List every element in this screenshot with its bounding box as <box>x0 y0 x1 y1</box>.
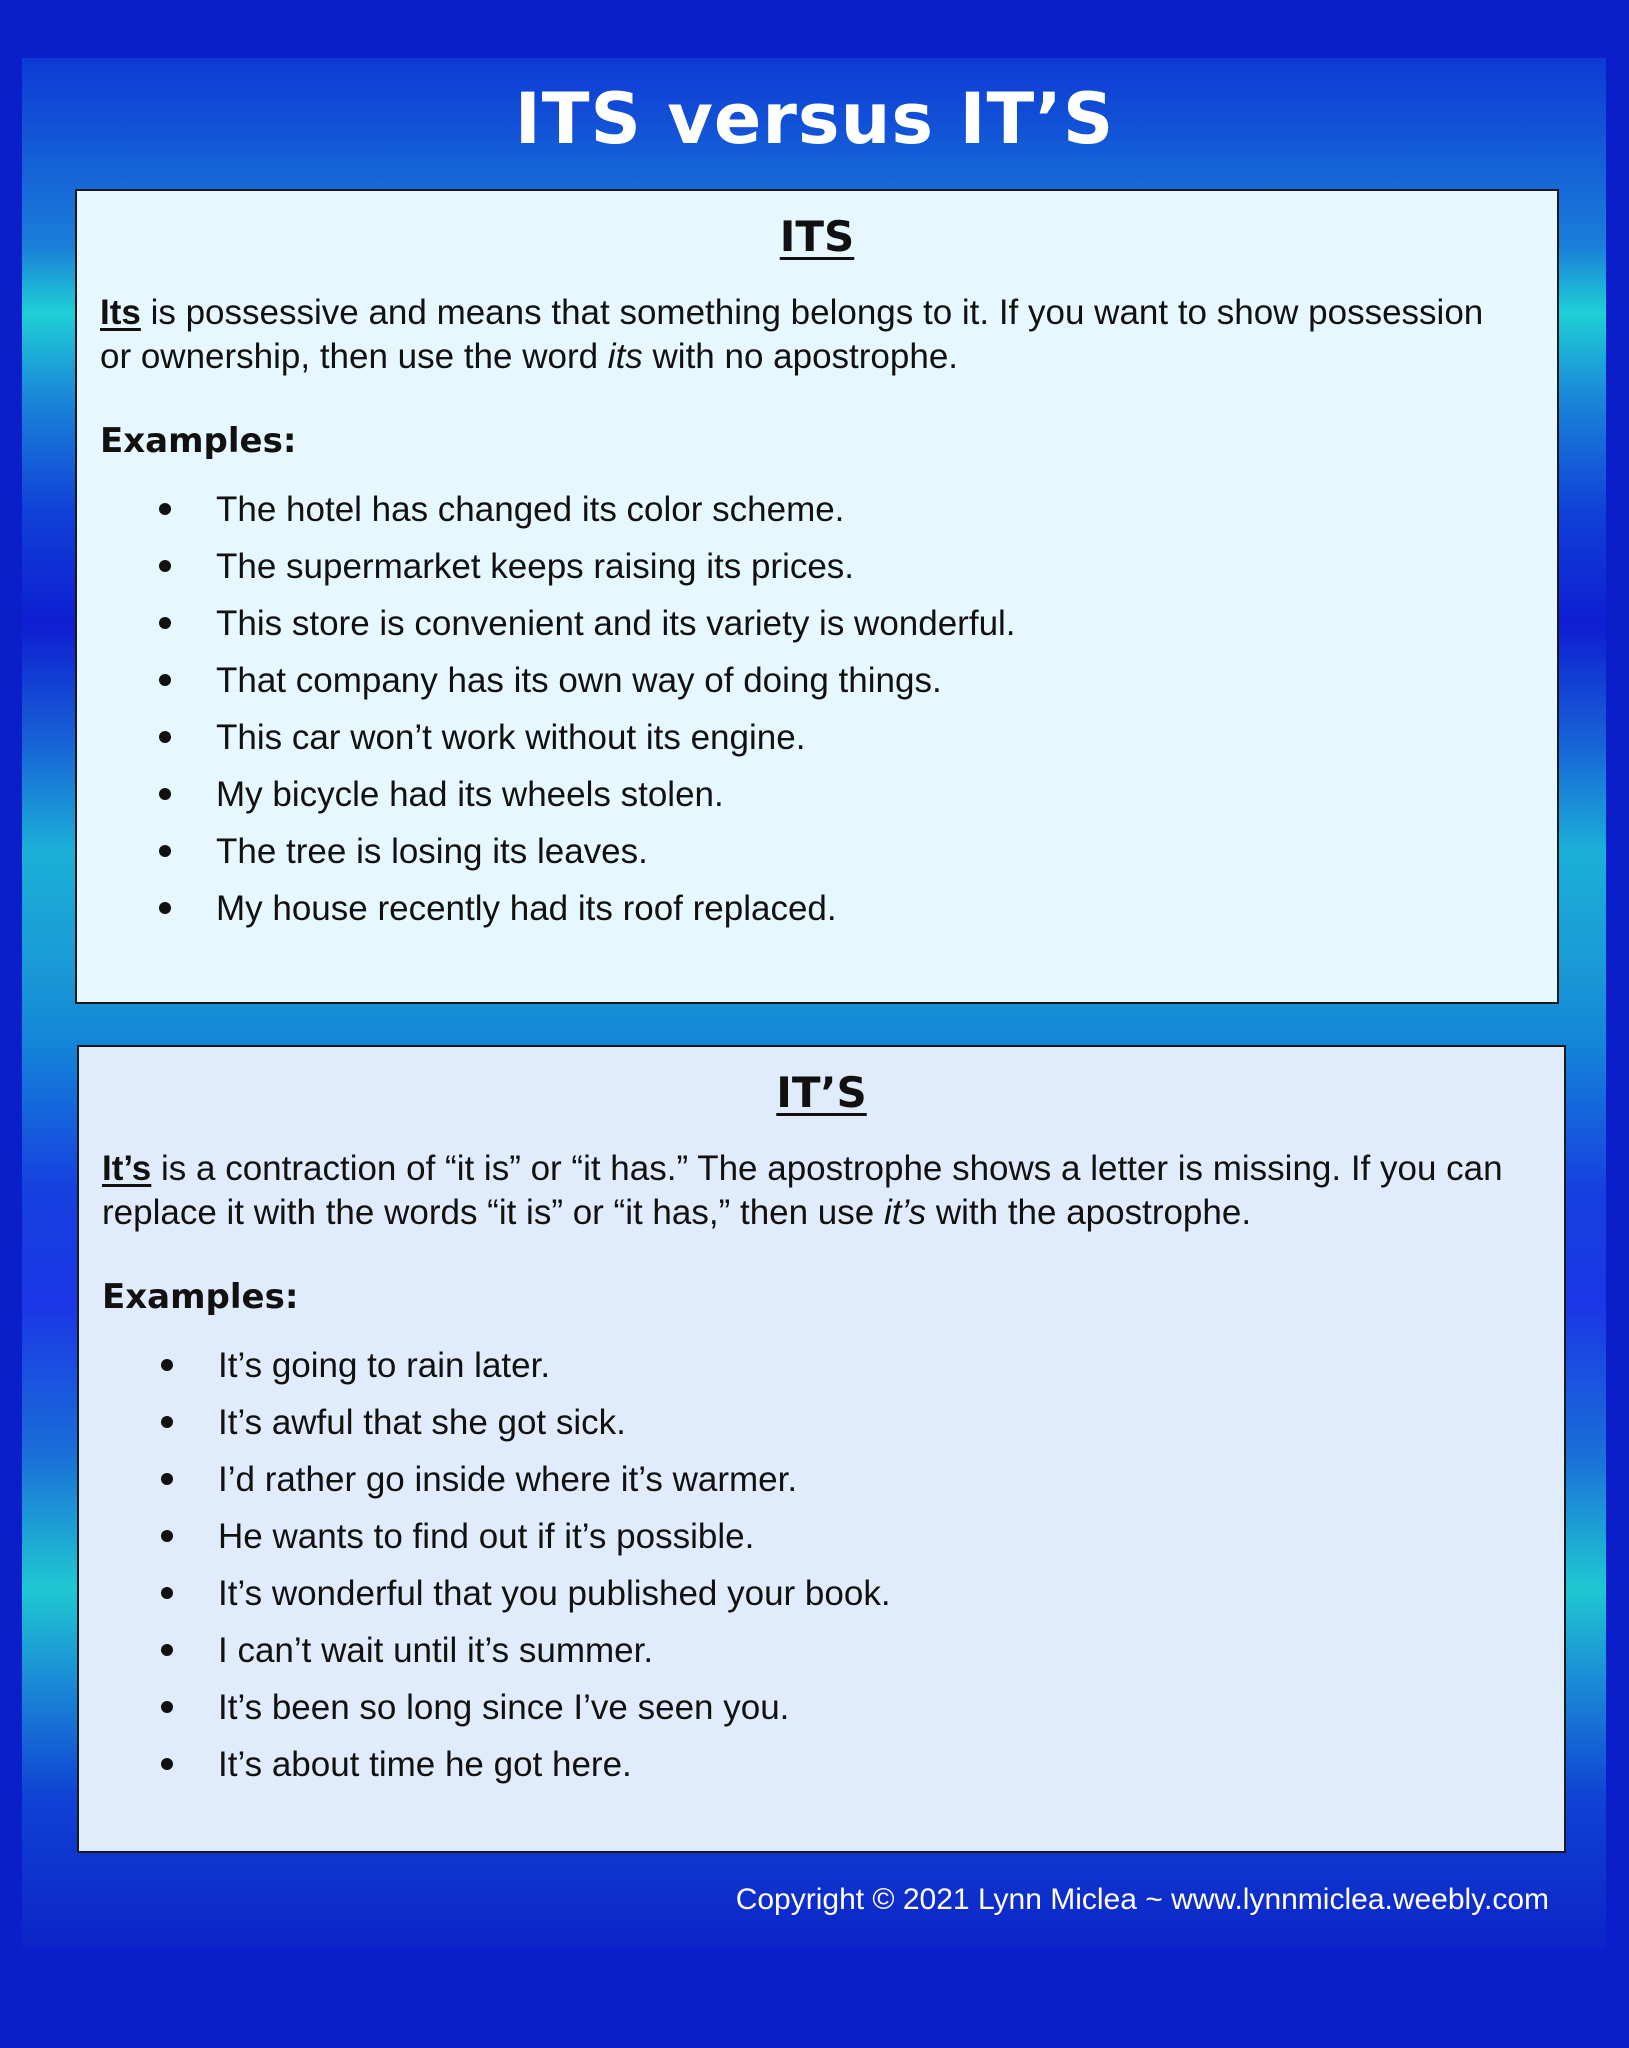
itss-term: It’s <box>102 1149 152 1188</box>
bullet-icon <box>159 845 171 857</box>
its-examples-label: Examples: <box>100 421 297 461</box>
list-item <box>79 1736 1564 1793</box>
example-text: The tree is losing its leaves. <box>216 832 648 871</box>
bullet-icon <box>161 1587 173 1599</box>
bullet-icon <box>161 1416 173 1428</box>
bullet-icon <box>161 1359 173 1371</box>
itss-examples-list <box>79 1337 1564 1793</box>
bullet-icon <box>159 617 171 629</box>
its-card <box>75 189 1559 1004</box>
itss-card <box>77 1045 1566 1853</box>
list-item <box>79 1622 1564 1679</box>
its-term: Its <box>100 293 141 332</box>
list-item <box>77 766 1557 823</box>
copyright-footer: Copyright © 2021 Lynn Miclea ~ www.lynnmiclea.weebly.com <box>735 1883 1549 1916</box>
its-definition-text-1: is possessive and means that something belongs to it. If you want to show possession or ownership, then use the word <box>100 293 1484 376</box>
list-item <box>79 1394 1564 1451</box>
example-text: He wants to find out if it’s possible. <box>218 1517 755 1556</box>
list-item <box>77 709 1557 766</box>
list-item <box>77 823 1557 880</box>
bullet-icon <box>159 902 171 914</box>
example-text: This store is convenient and its variety is wonderful. <box>216 604 1016 643</box>
bullet-icon <box>159 731 171 743</box>
itss-definition <box>102 1147 1524 1235</box>
list-item <box>79 1337 1564 1394</box>
example-text: I’d rather go inside where it’s warmer. <box>218 1460 798 1499</box>
itss-heading: IT’S <box>776 1068 867 1117</box>
list-item <box>77 880 1557 937</box>
example-text: It’s going to rain later. <box>218 1346 551 1385</box>
itss-examples-label: Examples: <box>102 1277 299 1317</box>
bullet-icon <box>161 1473 173 1485</box>
itss-definition-italic: it’s <box>883 1193 927 1232</box>
example-text: My house recently had its roof replaced. <box>216 889 837 928</box>
bullet-icon <box>161 1644 173 1656</box>
list-item <box>79 1679 1564 1736</box>
example-text: I can’t wait until it’s summer. <box>218 1631 654 1670</box>
example-text: This car won’t work without its engine. <box>216 718 806 757</box>
its-definition <box>100 291 1517 379</box>
bullet-icon <box>159 788 171 800</box>
itss-definition-text-2: with the apostrophe. <box>926 1193 1252 1232</box>
example-text: It’s wonderful that you published your book. <box>218 1574 891 1613</box>
bullet-icon <box>161 1758 173 1770</box>
its-definition-text-2: with no apostrophe. <box>642 337 959 376</box>
bullet-icon <box>159 560 171 572</box>
list-item <box>77 652 1557 709</box>
list-item <box>79 1508 1564 1565</box>
list-item <box>77 538 1557 595</box>
example-text: The supermarket keeps raising its prices. <box>216 547 855 586</box>
example-text: My bicycle had its wheels stolen. <box>216 775 724 814</box>
its-heading: ITS <box>779 212 855 261</box>
example-text: That company has its own way of doing things. <box>216 661 942 700</box>
its-examples-list <box>77 481 1557 937</box>
list-item <box>79 1565 1564 1622</box>
bullet-icon <box>159 674 171 686</box>
example-text: It’s awful that she got sick. <box>218 1403 626 1442</box>
list-item <box>77 481 1557 538</box>
list-item <box>79 1451 1564 1508</box>
itss-definition-text-1: is a contraction of “it is” or “it has.” The apostrophe shows a letter is missing. If you can replace it with the words “it is” or “it has,” then use <box>102 1149 1503 1232</box>
example-text: It’s been so long since I’ve seen you. <box>218 1688 790 1727</box>
example-text: It’s about time he got here. <box>218 1745 632 1784</box>
bullet-icon <box>161 1530 173 1542</box>
bullet-icon <box>161 1701 173 1713</box>
its-definition-italic: its <box>607 337 643 376</box>
page-title: ITS versus IT’S <box>514 78 1115 160</box>
list-item <box>77 595 1557 652</box>
example-text: The hotel has changed its color scheme. <box>216 490 845 529</box>
bullet-icon <box>159 503 171 515</box>
